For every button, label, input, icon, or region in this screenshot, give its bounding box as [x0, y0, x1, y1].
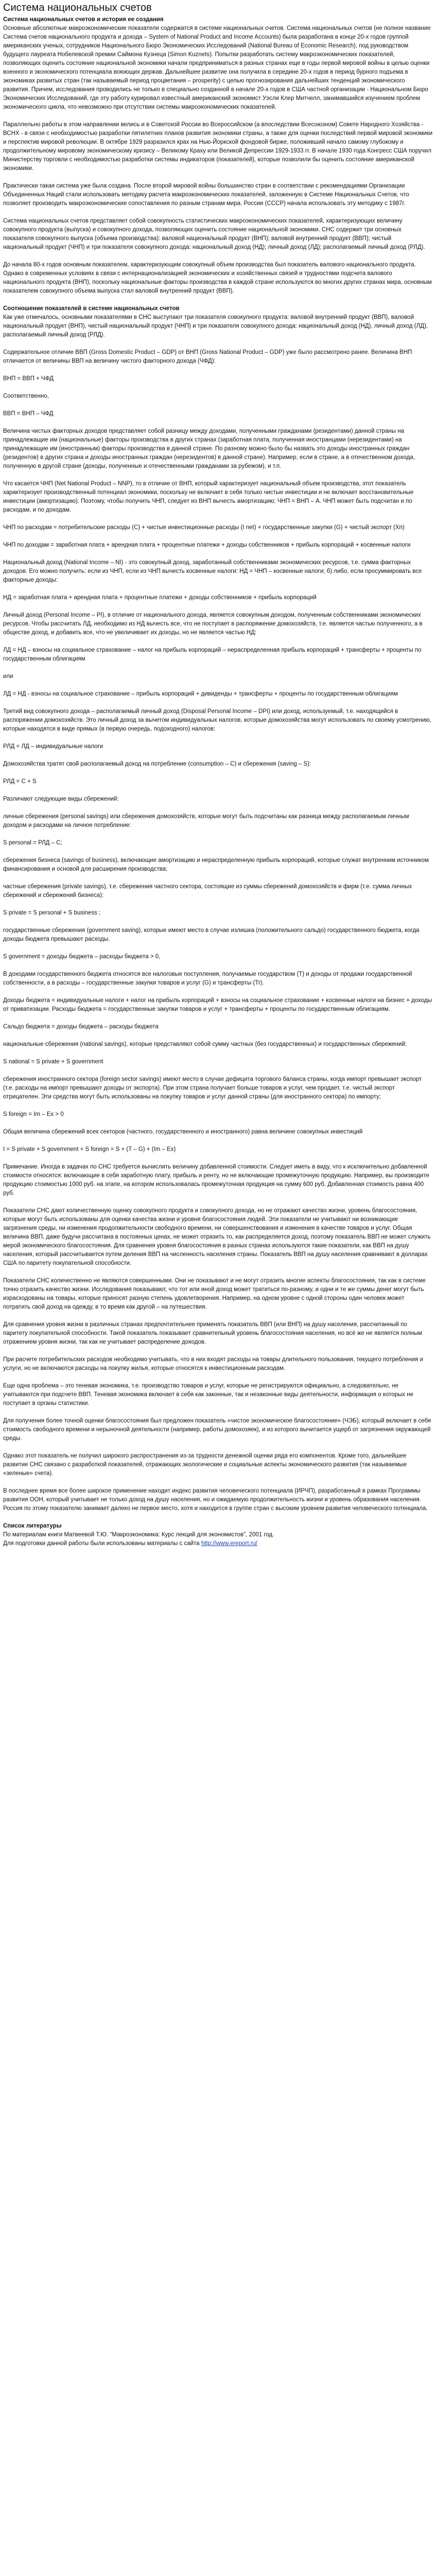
formula: S government = доходы бюджета – расходы бюджета > 0,: [3, 954, 161, 960]
paragraph: личные сбережения (personal savings) или сбережения домохозяйств, которые могут быть подсчитаны как разница между располагаемым личным доходом и расходами на личное потребление:: [3, 814, 409, 828]
section-references: [3, 1522, 433, 1548]
reference-item: [3, 1539, 433, 1548]
section-history: [3, 15, 433, 296]
formula: РЛД = ЛД – индивидуальные налоги: [3, 743, 103, 750]
section-heading: Список литературы: [3, 1523, 62, 1529]
formula: S national = S private + S government: [3, 1059, 103, 1065]
formula: ВВП = ВНП – ЧФД: [3, 411, 54, 417]
paragraph: частные сбережения (private savings), т.е. сбережения частного сектора, состоящие из суммы сбережений домохозяйств и фирм (т.е. сумма личных сбережений и сбережений бизнеса):: [3, 884, 412, 899]
paragraph: Для получения более точной оценки благосостояния был предложен показатель «чистое экономическое благосостояние» (ЧЭБ), который включает в себя стоимость свободного времени и нерыночной деятельности (например, работы домохозяек), и из которого вычитается ущерб от загрязнения окружающей среды.: [3, 1418, 431, 1442]
paragraph: Еще одна проблема – это теневая экономика, т.е. производство товаров и услуг, которые не регистрируются официально, а следовательно, не учитываются при подсчете ВВП. Теневая экономика включает в себя как законные, так и незаконные виды деятельности, информация о которых не поступает в органы статистики.: [3, 1383, 413, 1406]
paragraph: сбережения иностранного сектора (foreign sector savings) имеют место в случае дефицита торгового баланса страны, когда импорт превышает экспорт (т.е. расходы на импорт превышают доходы от экспорта). При этом страна получает больше товаров и услуг, чем продает, т.е. чистый экспорт отрицателен. Эти средства могут быть использованы на покупку товаров и услуг данной страны (для иностранного сектора) по импорту;: [3, 1076, 422, 1100]
formula: РЛД = С + S: [3, 778, 37, 785]
paragraph: До начала 80-х годов основным показателем, характеризующим совокупный объем производства был показатель валового национального продукта. Однако в современных условиях в связи с интернационализацией экономических и хозяйственных связей и трудностями подсчета валового национального продукта (ВНП), поскольку национальные факторы производства в каждой стране используются во многих других странах мира, основным показателем совокупного объема выпуска стал валовой внутренний продукт (ВВП).: [3, 262, 432, 294]
formula: S private = S personal + S business ;: [3, 910, 101, 916]
paragraph: государственные сбережения (government saving), которые имеют место в случае излишка (положительного сальдо) государственного бюджета, когда доходы бюджета превышают расходы.: [3, 927, 420, 942]
formula: ЛД = НД – взносы на социальное страхование – налог на прибыль корпораций – нераспределенная прибыль корпораций + трансферты + проценты по государственным облигациям: [3, 647, 422, 662]
paragraph: Соответственно,: [3, 393, 49, 399]
formula: или: [3, 673, 13, 680]
source-link[interactable]: http://www.ereport.ru/: [201, 1540, 258, 1547]
paragraph: национальные сбережения (national savings), которые представляют собой сумму частных (без государственных) и государственных сбережений:: [3, 1041, 407, 1047]
section-heading: Соотношение показателей в системе национальных счетов: [3, 306, 180, 312]
formula: S personal = РЛД – С;: [3, 840, 62, 846]
paragraph: Как уже отмечалось, основными показателями в СНС выступают три показателя совокупного продукта: валовой внутренний продукт (ВВП), валовой национальный продукт (ВНП), чистый национальный продукт (ЧНП) и три показателя совокупного дохода: национальный доход (НД), личный доход (ЛД), располагаемый личный доход (РЛД).: [3, 314, 428, 338]
paragraph: В последнее время все более широкое применение находит индекс развития человеческого потенциала (ИРЧП), разработанный в рамках Программы развития ООН, который учитывает не только доход на душу населения, но и ожидаемую продолжительность жизни и уровень образования населения. Россия по этому показателю занимает далеко не первое место, хотя и находится в группе стран с высоким уровнем развития человеческого потенциала.: [3, 1488, 428, 1512]
reference-item: По материалам книги Матвеевой Т.Ю. "Макроэкономика: Курс лекций для экономистов", 2001 год.: [3, 1532, 274, 1538]
formula: ЧНП по доходам = заработная плата + арендная плата + процентные платежи + доходы собственников + прибыль корпораций + косвенные налоги: [3, 542, 411, 548]
paragraph: Третий вид совокупного дохода – располагаемый личный доход (Disposal Personal Income – DPI) или доход, используемый, т.е. находящийся в распоряжении домохозяйств. Это личный доход за вычетом индивидуальных налогов, которые домохозяйства могут использовать по своему усмотрению, которые находятся в виде прямых (в первую очередь, подоходного) налогов:: [3, 708, 432, 732]
paragraph: Национальный доход (National Income – NI) - это совокупный доход, заработанный собственниками экономических ресурсов, т.е. сумма факторных доходов. Его можно получить: если из ЧНП, если из ЧНП вычесть косвенные налоги: НД = ЧНП – косвенные налоги; б) либо, если просуммировать все факторные доходы:: [3, 560, 422, 583]
formula: НД = заработная плата + арендная плата + процентные платежи + доходы собственников + прибыль корпораций: [3, 595, 317, 601]
paragraph: Однако этот показатель не получил широкого распространения из-за трудности денежной оценки ряда его компонентов. Кроме того, дальнейшее развитие СНС связано с разработкой показателей, отражающих экологические и социальные аспекты экономического развития (так называемые «зеленые» счета).: [3, 1453, 407, 1477]
section-relations: [3, 304, 433, 1513]
paragraph: Основные абсолютные макроэкономические показатели содержатся в системе национальных счетов. Система национальных счетов (не полное название Система счетов национального продукта и дохода – System of National Product and Income Accounts) была разработана в конце 20-х годов группой американских ученых, сотрудников Национального Бюро Экономических Исследований (National Bureau of Economic Research), под руководством будущего лауреата Нобелевской премии Саймона Кузнеца (Simon Kuznets). Попытки разработать систему макроэкономических показателей, позволяющих оценить состояние национальной экономики начали предприниматься в разных странах еще в годы первой мировой войны в целью оценки военного и экономического потенциала воюющих держав. Дальнейшее развитие она получила в середине 20-х годов в период бурного подъема в экономиках развитых стран (так называемый период процветания – prosperity) с целью прогнозирования дальнейших тенденций экономического развития. Причем, исследования проводились не только в специально созданной в начале 20-х годов в США частной организации - Национальном Бюро Экономических Исследований, где эту работу курировал известный американский экономист Уэсли Клер Митчелл, занимавшийся изучением проблем экономического цикла, что невозможно при отсутствии системы макроэкономических показателей.: [3, 25, 431, 110]
paragraph: Личный доход (Personal Income – PI), в отличие от национального дохода, является совокупным доходом, полученным собственниками экономических ресурсов. Чтобы рассчитать ЛД, необходимо из НД вычесть все, что не поступает в распоряжение домохозяйств, т.е. является частью полученного, а в обществе доход, и добавить все, что не увеличивает их доходы, но не является частью НД:: [3, 612, 423, 636]
paragraph: Система национальных счетов представляет собой совокупность статистических макроэкономических показателей, характеризующих величину совокупного продукта (выпуска) и совокупного дохода, позволяющих оценить состояние национальной экономики. СНС содержит три основных показателя совокупного выпуска (объема производства): валовой национальный продукт (ВНП); валовой внутренний продукт (ВВП); чистый национальный продукт (ЧНП) и три показателя совокупного дохода: национальный доход (НД); личный доход (ЛД); располагаемый личный доход (РЛД).: [3, 218, 425, 250]
paragraph: Что касается ЧНП (Net National Product – NNP), то в отличие от ВНП, который характеризует национальный объем производства, этот показатель характеризует производственный потенциал экономики, поскольку не включает в себя только чистые инвестиции и не включает восстановительные инвестиции (амортизацию). Поэтому, чтобы получить ЧНП, следует из ВНП вычесть амортизацию: ЧНП = ВНП – A. ЧНП может быть подсчитан и по расходам, и по доходам.: [3, 481, 414, 513]
reference-text: Для подготовки данной работы были использованы материалы с сайта: [3, 1540, 201, 1547]
paragraph: Различают следующие виды сбережений:: [3, 796, 119, 802]
paragraph: Величина чистых факторных доходов представляет собой разницу между доходами, полученными гражданами (резидентами) данной страны на принадлежащие им (национальные) факторы производства в других странах (заработная плата, полученная иностранцами (нерезидентами) на принадлежащие им (иностранным) факторы производства в данной стране. По разному можно было бы назвать это доходы иностранных граждан (резидентов) в других страна и доходы иностранных граждан (нерезидентов) в данной стране). Например, если в стране, а в отечественном дохода, полученную в другой стране (доходы, полученные и отечественными гражданами за рубежом), и т.п.: [3, 428, 415, 469]
formula: Сальдо бюджета = доходы бюджета – расходы бюджета: [3, 1024, 159, 1030]
paragraph: При расчете потребительских расходов необходимо учитывать, что в них входят расходы на товары длительного пользования, текущего потребления и услуги, но не включаются расходы на покупку жилья, которые относятся к инвестиционным расходам.: [3, 1357, 424, 1371]
paragraph: Примечание. Иногда в задачах по СНС требуется вычислить величину добавленной стоимости. Следует иметь в виду, что к исключительно добавленной стоимости относятся: включающие в себя заработную плату, прибыль и ренту, но не включающие промежуточную продукцию. Например, вы производите продукцию стоимостью 1000 руб. на этапе, на котором использовалась промежуточная продукция на сумму 600 руб. Добавленная стоимость равна 400 руб.: [3, 1164, 429, 1196]
formula: ВНП = ВВП + ЧФД: [3, 376, 54, 382]
paragraph: Домохозяйства тратят свой располагаемый доход на потребление (consumption – С) и сбережения (saving – S):: [3, 761, 311, 767]
paragraph: Общая величина сбережений всех секторов (частного, государственного и иностранного) равна величине совокупных инвестиций: [3, 1129, 363, 1135]
paragraph: Показатели СНС дают количественную оценку совокупного продукта и совокупного дохода, но не отражают качество жизни, уровень благосостояния, которые могут быть использованы для оценки качества жизни и уровня благосостояния людей. Эти показатели не учитывают ни возникающие загрязнения среды, ни изменения продолжительности свободного времени, ни совершенствования и изменения в качестве товаров и услуг. Общая величина ВВП, даже будучи рассчитана в постоянных ценах, не может отразить то, как распределяется доход, поэтому показатель ВВП не может служить мерой экономического благосостояния. Для сравнения уровня благосостояния в разных странах используются такие показатели, как ВВП на душу населения, который рассчитывается путем деления ВВП на численность населения страны. Показатель ВВП на душу населения сравнивают в долларах США по паритету покупательной способности.: [3, 1208, 431, 1266]
paragraph: В доходами государственного бюджета относятся все налоговые поступления, получаемые государством (Т) и доходы от продажи государственной собственности, а в расходы – государственные закупки товаров и услуг (G) и трансферты (Tr).: [3, 971, 412, 986]
formula: S foreign = Im – Ex > 0: [3, 1111, 64, 1117]
formula: I = S private + S government + S foreign = S + (T – G) + (Im – Ex): [3, 1146, 176, 1153]
formula: ЛД = НД - взносы на социальное страхование – прибыль корпораций + дивиденды + трансферты + проценты по государственным облигациям: [3, 691, 398, 697]
page-title: Система национальных счетов: [3, 2, 152, 13]
formula: ЧНП по расходам = потребительские расходы (С) + чистые инвестиционные расходы (I net) + государственные закупки (G) + чистый экспорт (Xn): [3, 524, 405, 531]
paragraph: Содержательное отличие ВВП (Gross Domestic Product – GDP) от ВНП (Gross National Product – GDP) уже было рассмотрено ранее. Величина ВНП отличается от величины ВВП на величину чистого факторного дохода (ЧФД):: [3, 349, 412, 364]
paragraph: Для сравнения уровня жизни в различных странах предпочтительнее применять показатель ВВП (или ВНП) на душу населения, рассчитанный по паритету покупательной способности. Такой показатель показывает сравнительный уровень благосостояния населения, но всё же не является полным отражением уровня жизни, так как не учитывает распределение доходов.: [3, 1321, 422, 1345]
paragraph: Параллельно работы в этом направлении велись и в Советской России во Всероссийском (а впоследствии Всесоюзном) Совете Народного Хозяйства - ВСНХ - в связи с необходимостью разработки пятилетних планов развития экономики страны, а также для оценки последствий первой мировой экономики и перспектив мировой революции. В октябре 1929 разразился крах на Нью-Йоркской фондовой бирже, положивший начало самому глубокому и продолжительному мировому экономическому кризису – Великому Краху или Великой Депрессии 1929-1933 гг. В начале 1930 года Конгресс США поручил Министерству торговли с необходимостью разработки системы индикаторов (показателей), которые позволили бы оценить состояние американской экономики.: [3, 122, 433, 172]
paragraph: Практически такая система уже была создана. После второй мировой войны большинство стран в соответствии с рекомендациями Организации Объединенных Наций стали использовать методику расчета макроэкономических показателей, заложенную в Системе Национальных Счетов, что позволяет производить макроэкономические сопоставления по разным странам мира. России (СССР) начала использовать эту методику с 1987г.: [3, 183, 409, 207]
paragraph: Показатели СНС количественно не являются совершенными. Они не показывают и не могут отразить многие аспекты благосостояния, так как в системе точно отразить качество жизни. Исследования показывают, что тот или иной доход может тратиться по-разному, и одни и те же суммы денег могут быть израсходованы на товары, которые приносят разную степень удовлетворения. Например, на одном уровне с одной стороны один человек может потратить свой доход на одежду, в то время как другой – на путешествия.: [3, 1278, 426, 1310]
paragraph: сбережения бизнеса (savings of business), включающие амортизацию и нераспределенную прибыль корпораций, которые служат внутренним источником финансирования и основой для расширения производства;: [3, 857, 429, 872]
paragraph: Доходы бюджета = индивидуальные налоги + налог на прибыль корпораций + взносы на социальное страхование + косвенные налоги на бизнес + доходы от приватизации. Расходы бюджета = государственные закупки товаров и услуг + трансферты + проценты по государственным облигациям.: [3, 997, 432, 1012]
section-heading: Система национальных счетов и история ее создания: [3, 16, 164, 23]
